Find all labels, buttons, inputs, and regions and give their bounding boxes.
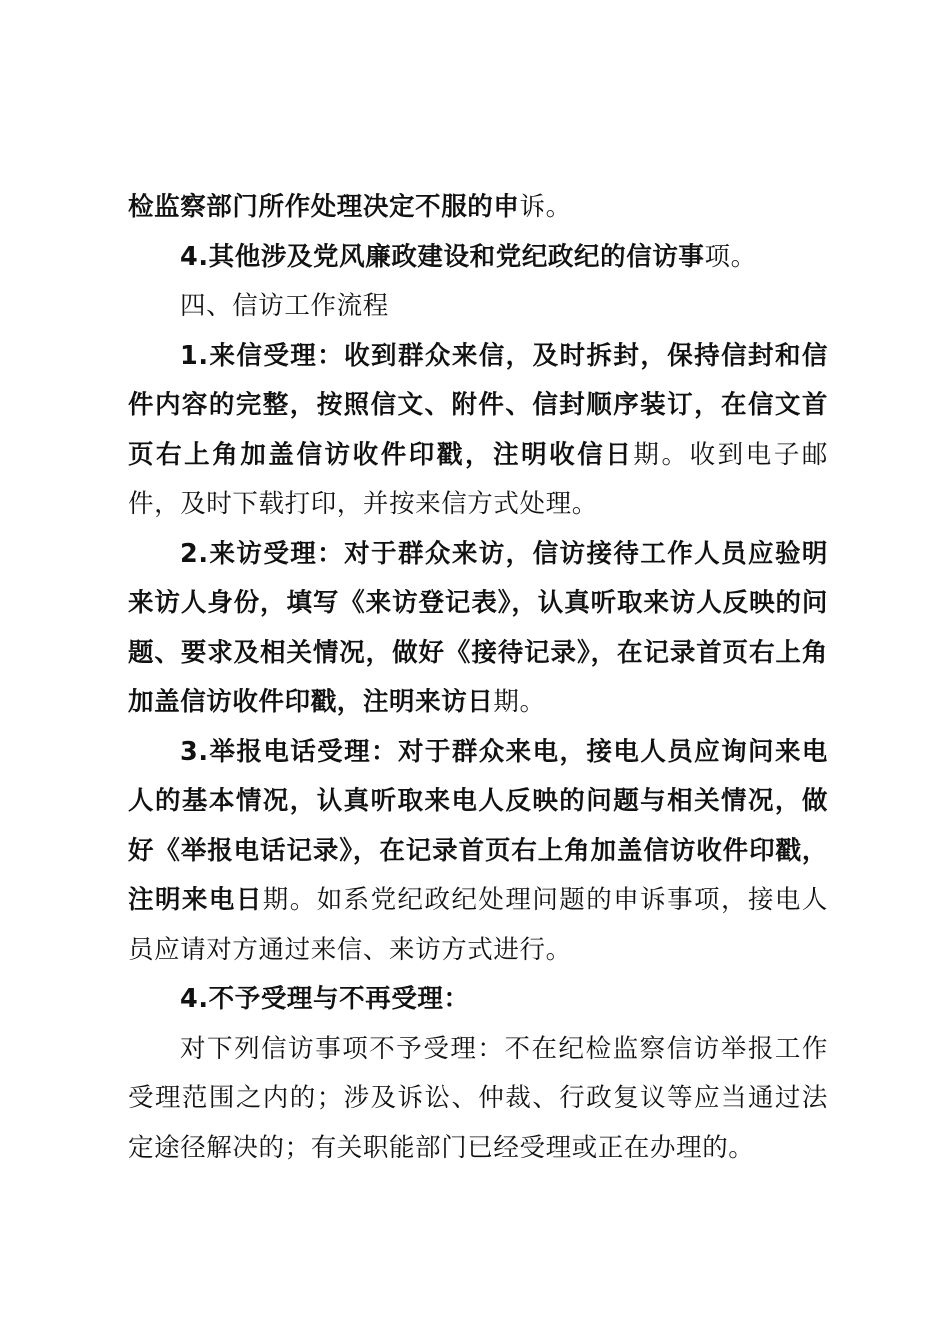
document-body (128, 183, 828, 1173)
paragraph-normal-text: 期。收到电子邮件，及时下载打印，并按来信方式处理。 (128, 439, 828, 519)
paragraph-bold-text: 3.举报电话受理：对于群众来电，接电人员应询问来电人的基本情况，认真听取来电人反映的问题与相关情况，做好《举报电话记录》，在记录首页右上角加盖信访收件印戳，注明来电日 (128, 736, 828, 915)
paragraph-item-4-other-matters (128, 233, 828, 283)
section-heading-text: 四、信访工作流程 (180, 291, 389, 321)
paragraph-letter-acceptance (128, 332, 828, 530)
paragraph-non-acceptance-list (128, 1025, 828, 1174)
paragraph-phone-acceptance (128, 728, 828, 976)
paragraph-visit-acceptance (128, 530, 828, 728)
paragraph-bold-text: 4.不予受理与不再受理： (180, 984, 470, 1014)
paragraph-bold-text: 2.来访受理：对于群众来访，信访接待工作人员应验明来访人身份，填写《来访登记表》，认真听取来访人反映的问题、要求及相关情况，做好《接待记录》，在记录首页右上角加盖信访收件印戳，注明来访日 (128, 538, 828, 717)
paragraph-bold-text: 检监察部门所作处理决定不服的申 (128, 192, 520, 222)
paragraph-normal-text: 诉。 (519, 192, 572, 222)
paragraph-normal-text: 对下列信访事项不予受理：不在纪检监察信访举报工作受理范围之内的；涉及诉讼、仲裁、行政复议等应当通过法定途径解决的；有关职能部门已经受理或正在办理的。 (128, 1033, 828, 1163)
paragraph-appeal-end (128, 183, 828, 233)
paragraph-non-acceptance-heading (128, 975, 828, 1025)
paragraph-normal-text: 期。 (493, 687, 546, 717)
paragraph-bold-text: 4.其他涉及党风廉政建设和党纪政纪的信访事 (180, 241, 705, 272)
paragraph-normal-text: 项。 (704, 241, 757, 272)
section-heading-workflow (128, 282, 828, 332)
paragraph-bold-text: 1.来信受理：收到群众来信，及时拆封，保持信封和信件内容的完整，按照信文、附件、信封顺序装订，在信文首页右上角加盖信访收件印戳，注明收信日 (128, 340, 828, 470)
paragraph-normal-text: 期。如系党纪政纪处理问题的申诉事项，接电人员应请对方通过来信、来访方式进行。 (128, 885, 828, 965)
